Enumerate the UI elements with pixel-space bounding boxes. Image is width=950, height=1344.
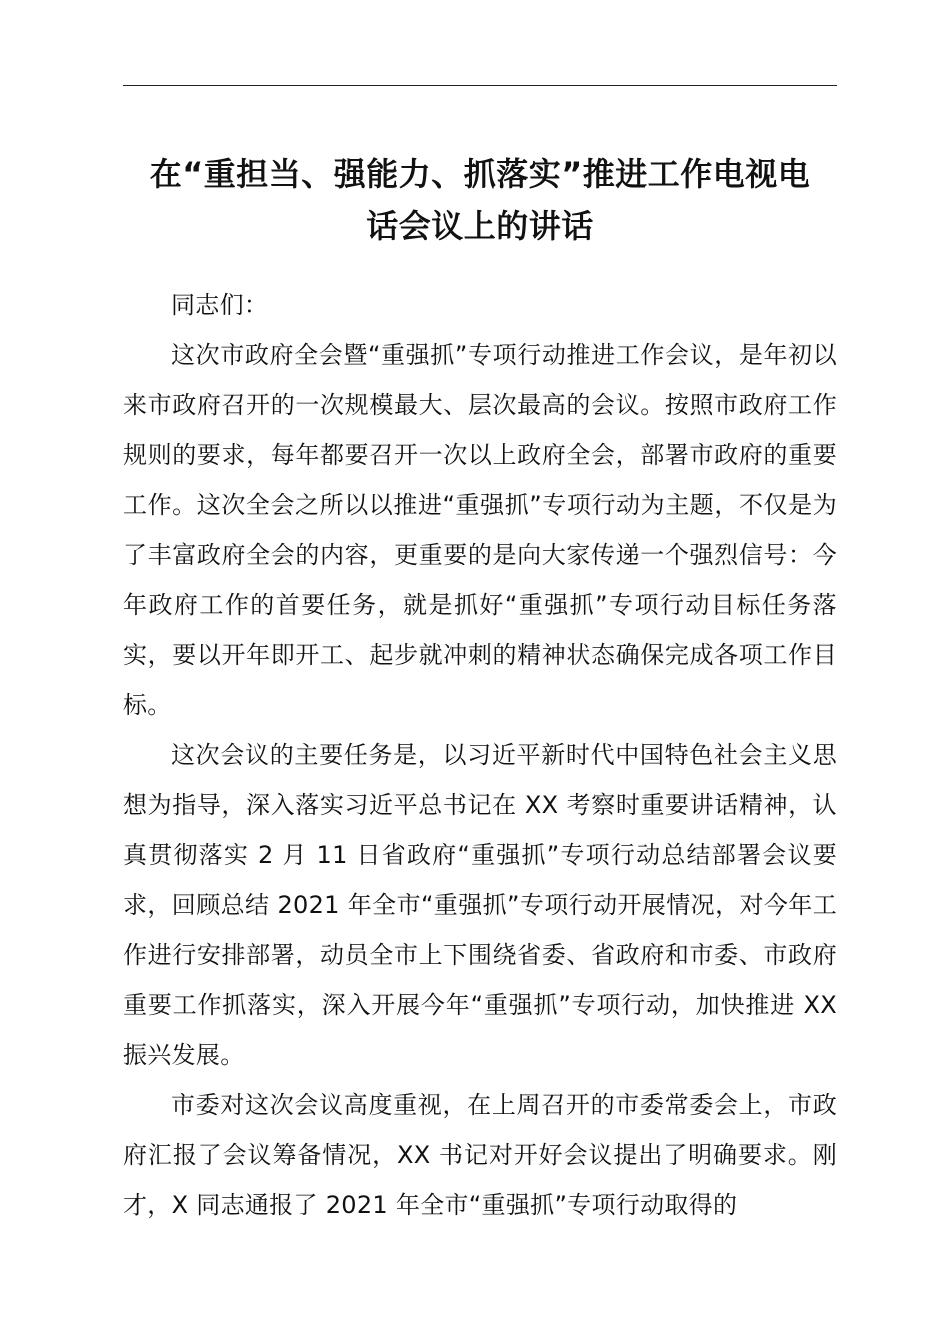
paragraph-1: 这次市政府全会暨“重强抓”专项行动推进工作会议，是年初以来市政府召开的一次规模最大、层次最高的会议。按照市政府工作规则的要求，每年都要召开一次以上政府全会，部署市政府的重要工作。这次全会之所以以推进“重强抓”专项行动为主题，不仅是为了丰富政府全会的内容，更重要的是向大家传递一个强烈信号：今年政府工作的首要任务，就是抓好“重强抓”专项行动目标任务落实，要以开年即开工、起步就冲刺的精神状态确保完成各项工作目标。 — [123, 341, 837, 719]
header-rule — [123, 85, 837, 86]
paragraph-3: 市委对这次会议高度重视，在上周召开的市委常委会上，市政府汇报了会议筹备情况，XX 书记对开好会议提出了明确要求。刚才，X 同志通报了 2021 年全市“重强抓”专项行动取得的 — [123, 1091, 837, 1219]
title-line-1: 在“重担当、强能力、抓落实”推进工作电视电 — [149, 155, 811, 193]
speech-body — [123, 280, 837, 1230]
speech-title — [110, 148, 850, 252]
salutation: 同志们： — [171, 291, 269, 319]
title-line-2: 话会议上的讲话 — [366, 207, 594, 245]
paragraph-2: 这次会议的主要任务是，以习近平新时代中国特色社会主义思想为指导，深入落实习近平总书记在 XX 考察时重要讲话精神，认真贯彻落实 2 月 11 日省政府“重强抓”专项行动总结部署会议要求，回顾总结 2021 年全市“重强抓”专项行动开展情况，对今年工作进行安排部署，动员全市上下围绕省委、省政府和市委、市政府重要工作抓落实，深入开展今年“重强抓”专项行动，加快推进 XX 振兴发展。 — [123, 741, 837, 1069]
